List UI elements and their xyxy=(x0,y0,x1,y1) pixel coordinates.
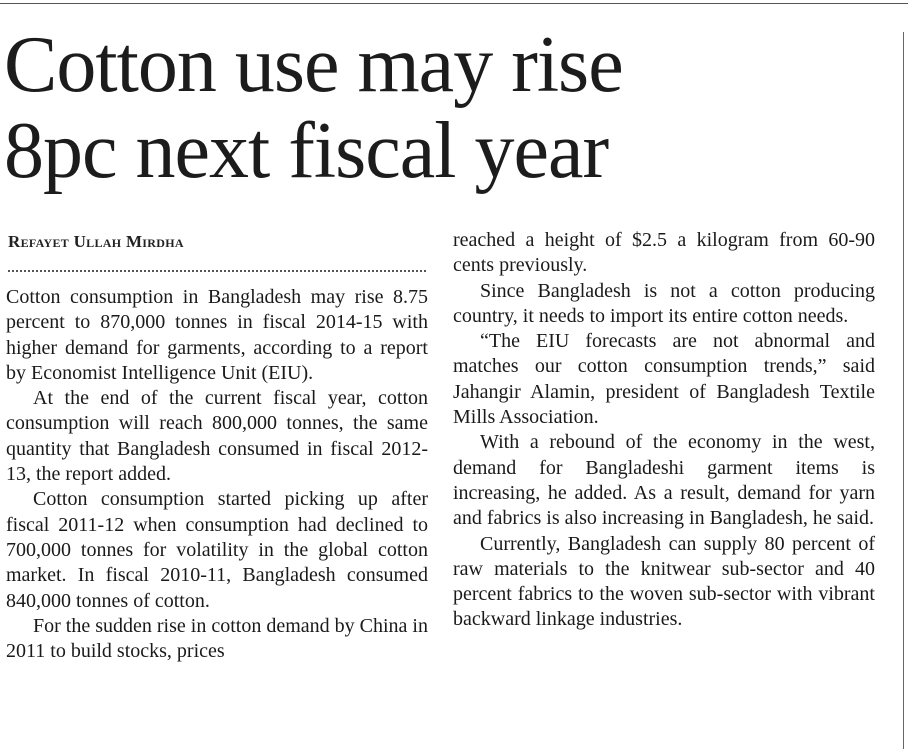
paragraph: Since Bangladesh is not a cotton producing country, it needs to import its entire cotton needs. xyxy=(453,279,875,327)
paragraph: At the end of the current fiscal year, cotton consumption will reach 800,000 tonnes, the same quantity that Bangladesh consumed in fiscal 2012-13, the report added. xyxy=(6,387,428,486)
top-rule xyxy=(0,3,908,4)
paragraph: Cotton consumption started picking up after fiscal 2011-12 when consumption had declined to 700,000 tonnes for volatility in the global cotton market. In fiscal 2010-11, Bangladesh consumed 840,000 tonnes of cotton. xyxy=(6,488,428,612)
right-column-rule xyxy=(903,32,904,749)
paragraph: With a rebound of the economy in the west, demand for Bangladeshi garment items is increasing, he added. As a result, demand for yarn and fabrics is also increasing in Bangladesh, he said. xyxy=(453,431,875,530)
headline-line-1: Cotton use may rise xyxy=(4,21,623,109)
headline-line-2: 8pc next fiscal year xyxy=(4,107,609,195)
paragraph: Cotton consumption in Bangladesh may rise 8.75 percent to 870,000 tonnes in fiscal 2014-15 with higher demand for garments, according to a report by Economist Intelligence Unit (EIU). xyxy=(6,286,428,384)
right-column xyxy=(453,228,875,633)
paragraph: “The EIU forecasts are not abnormal and matches our cotton consumption trends,” said Jahangir Alamin, president of Bangladesh Textile Mills Association. xyxy=(453,330,875,429)
byline: Refayet Ullah Mirdha xyxy=(8,232,184,251)
headline xyxy=(4,22,623,194)
paragraph: Currently, Bangladesh can supply 80 percent of raw materials to the knitwear sub-sector and 40 percent fabrics to the woven sub-sector with vibrant backward linkage industries. xyxy=(453,532,875,631)
left-column xyxy=(6,285,428,664)
paragraph: For the sudden rise in cotton demand by China in 2011 to build stocks, prices xyxy=(6,614,428,663)
byline-divider xyxy=(8,270,426,272)
paragraph: reached a height of $2.5 a kilogram from 60-90 cents previously. xyxy=(453,229,875,277)
